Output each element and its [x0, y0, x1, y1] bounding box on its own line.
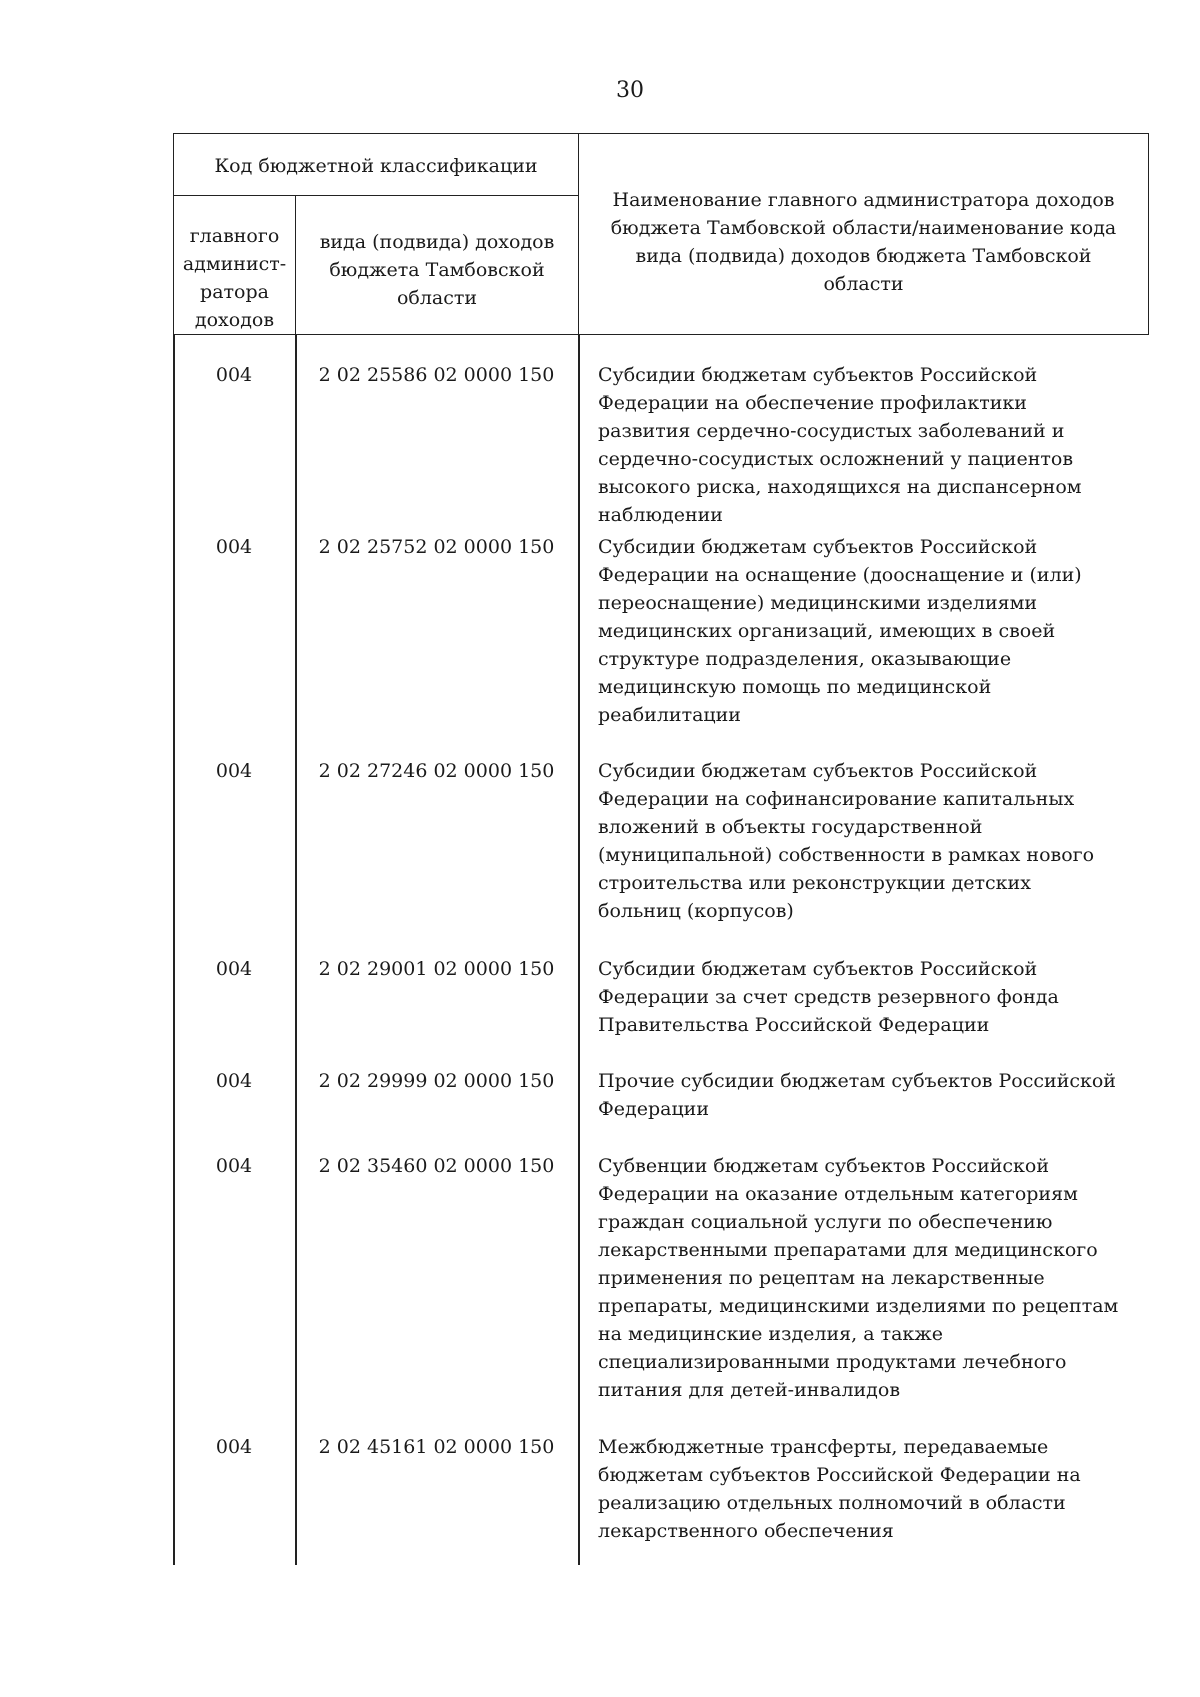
name-line: Субсидии бюджетам субъектов Российской [598, 364, 1038, 386]
admin-code-cell: 004 [215, 760, 253, 782]
column-divider [578, 335, 580, 1565]
header-kind-line: бюджета Тамбовской [329, 259, 545, 281]
header-admin-line: доходов [194, 309, 275, 331]
name-line: вложений в объекты государственной [598, 816, 983, 838]
income-code-cell: 2 02 35460 02 0000 150 [318, 1155, 555, 1177]
header-budget-classification-code: Код бюджетной классификации [173, 134, 578, 196]
income-code-cell: 2 02 29999 02 0000 150 [318, 1070, 555, 1092]
admin-code-cell: 004 [215, 1155, 253, 1177]
name-line: лекарственными препаратами для медицинского [598, 1239, 1098, 1261]
name-line: Федерации за счет средств резервного фонда [598, 986, 1059, 1008]
income-name-cell [578, 1067, 1149, 1152]
income-name-cell [578, 955, 1149, 1067]
name-line: реализацию отдельных полномочий в области [598, 1492, 1066, 1514]
income-name-cell [578, 1152, 1149, 1433]
column-divider [173, 335, 175, 1565]
header-kind-line: области [396, 287, 478, 309]
header-name-line: вида (подвида) доходов бюджета Тамбовской [635, 245, 1092, 267]
name-line: бюджетам субъектов Российской Федерации на [598, 1464, 1081, 1486]
table-row [173, 1067, 1149, 1152]
name-line: Федерации [598, 1098, 709, 1120]
income-name-cell [578, 361, 1149, 533]
name-line: Прочие субсидии бюджетам субъектов Российской [598, 1070, 1116, 1092]
name-line: медицинских организаций, имеющих в своей [598, 620, 1056, 642]
admin-code-cell: 004 [215, 958, 253, 980]
header-kind-line: вида (подвида) доходов [319, 231, 555, 253]
name-line: больниц (корпусов) [598, 900, 794, 922]
name-line: медицинскую помощь по медицинской [598, 676, 992, 698]
admin-code-cell: 004 [215, 1436, 253, 1458]
income-code-cell: 2 02 29001 02 0000 150 [318, 958, 555, 980]
table-row [173, 955, 1149, 1067]
table-body [173, 335, 1149, 1565]
name-line: лекарственного обеспечения [598, 1520, 894, 1542]
name-line: препараты, медицинскими изделиями по рецептам [598, 1295, 1119, 1317]
table-row [173, 1433, 1149, 1565]
name-line: наблюдении [598, 504, 723, 526]
table-row [173, 533, 1149, 757]
column-divider [295, 335, 297, 1565]
admin-code-cell: 004 [215, 536, 253, 558]
name-line: Субвенции бюджетам субъектов Российской [598, 1155, 1050, 1177]
header-name-line: бюджета Тамбовской области/наименование кода [610, 217, 1117, 239]
name-line: на медицинские изделия, а также [598, 1323, 943, 1345]
income-code-cell: 2 02 45161 02 0000 150 [318, 1436, 555, 1458]
name-line: питания для детей-инвалидов [598, 1379, 901, 1401]
name-line: Субсидии бюджетам субъектов Российской [598, 536, 1038, 558]
table-header [173, 133, 1149, 335]
name-line: сердечно-сосудистых осложнений у пациентов [598, 448, 1074, 470]
header-admin-line: главного [189, 225, 280, 247]
name-line: Федерации на оказание отдельным категориям [598, 1183, 1078, 1205]
name-line: (муниципальной) собственности в рамках нового [598, 844, 1095, 866]
income-code-cell: 2 02 25586 02 0000 150 [318, 364, 555, 386]
table-row [173, 335, 1149, 533]
name-line: структуре подразделения, оказывающие [598, 648, 1012, 670]
name-line: Субсидии бюджетам субъектов Российской [598, 760, 1038, 782]
name-line: Субсидии бюджетам субъектов Российской [598, 958, 1038, 980]
name-line: реабилитации [598, 704, 741, 726]
name-line: граждан социальной услуги по обеспечению [598, 1211, 1053, 1233]
income-name-cell [578, 757, 1149, 955]
name-line: Федерации на оснащение (дооснащение и (или) [598, 564, 1082, 586]
name-line: переоснащение) медицинскими изделиями [598, 592, 1038, 614]
header-admin-line: админист- [182, 253, 287, 275]
table-row [173, 1152, 1149, 1433]
admin-code-cell: 004 [215, 1070, 253, 1092]
page-number: 30 [616, 78, 644, 103]
income-code-cell: 2 02 27246 02 0000 150 [318, 760, 555, 782]
header-chief-administrator [173, 196, 295, 334]
name-line: Правительства Российской Федерации [598, 1014, 990, 1036]
header-name-line: области [823, 273, 904, 295]
name-line: Федерации на софинансирование капитальных [598, 788, 1075, 810]
header-administrator-name [578, 134, 1149, 334]
table-row [173, 757, 1149, 955]
admin-code-cell: 004 [215, 364, 253, 386]
name-line: развития сердечно-сосудистых заболеваний и [598, 420, 1065, 442]
name-line: Федерации на обеспечение профилактики [598, 392, 1027, 414]
header-name-line: Наименование главного администратора доходов [612, 189, 1115, 211]
header-admin-line: ратора [200, 281, 269, 303]
header-income-kind [295, 196, 578, 334]
name-line: специализированными продуктами лечебного [598, 1351, 1067, 1373]
name-line: высокого риска, находящихся на диспансерном [598, 476, 1082, 498]
name-line: строительства или реконструкции детских [598, 872, 1031, 894]
income-name-cell [578, 533, 1149, 757]
name-line: применения по рецептам на лекарственные [598, 1267, 1045, 1289]
income-code-cell: 2 02 25752 02 0000 150 [318, 536, 555, 558]
name-line: Межбюджетные трансферты, передаваемые [598, 1436, 1049, 1458]
income-name-cell [578, 1433, 1149, 1565]
budget-classification-table [173, 133, 1149, 1565]
